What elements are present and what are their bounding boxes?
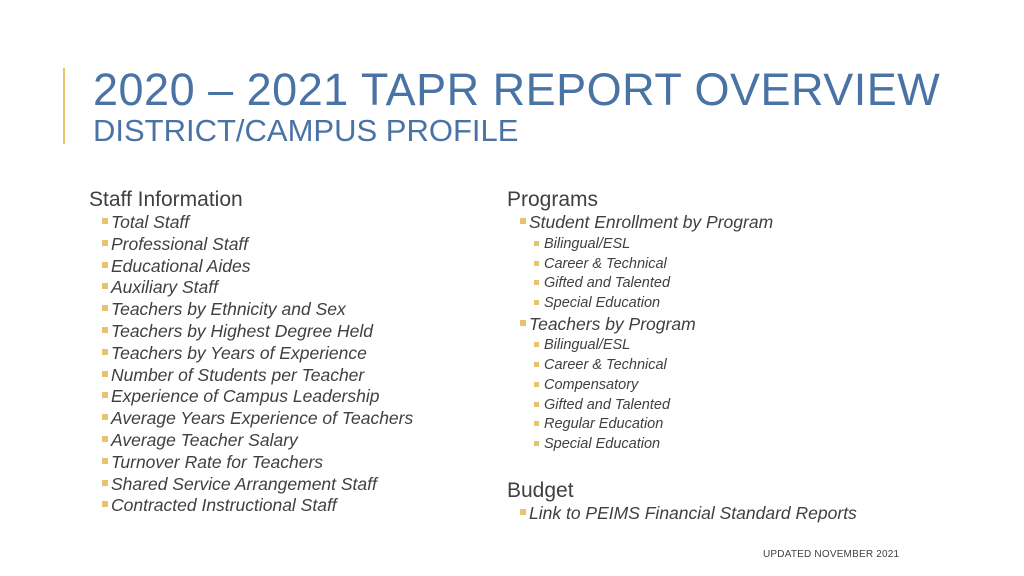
square-bullet-icon	[102, 305, 108, 311]
square-bullet-icon	[102, 458, 108, 464]
list-item: Experience of Campus Leadership	[89, 386, 413, 408]
square-bullet-icon	[520, 218, 526, 224]
square-bullet-icon	[534, 382, 539, 387]
list-item: Bilingual/ESL	[507, 235, 773, 255]
program-group	[507, 212, 773, 314]
square-bullet-icon	[102, 327, 108, 333]
square-bullet-icon	[520, 320, 526, 326]
list-item: Shared Service Arrangement Staff	[89, 474, 413, 496]
program-group	[507, 314, 773, 455]
list-item: Teachers by Years of Experience	[89, 343, 413, 365]
square-bullet-icon	[534, 362, 539, 367]
staff-list	[89, 212, 413, 517]
list-item: Turnover Rate for Teachers	[89, 452, 413, 474]
list-item: Career & Technical	[507, 255, 773, 275]
square-bullet-icon	[102, 349, 108, 355]
square-bullet-icon	[534, 261, 539, 266]
square-bullet-icon	[102, 371, 108, 377]
square-bullet-icon	[534, 300, 539, 305]
square-bullet-icon	[534, 280, 539, 285]
budget-heading: Budget	[507, 479, 574, 502]
peims-link[interactable]: Link to PEIMS Financial Standard Reports	[529, 503, 857, 523]
square-bullet-icon	[102, 283, 108, 289]
list-item: Professional Staff	[89, 234, 413, 256]
programs-heading: Programs	[507, 188, 599, 211]
square-bullet-icon	[102, 218, 108, 224]
list-item: Average Years Experience of Teachers	[89, 408, 413, 430]
list-item: Compensatory	[507, 376, 773, 396]
program-group-label: Teachers by Program	[529, 313, 696, 334]
square-bullet-icon	[102, 436, 108, 442]
programs-list	[507, 212, 773, 455]
square-bullet-icon	[520, 509, 526, 515]
square-bullet-icon	[534, 342, 539, 347]
list-item: Special Education	[507, 435, 773, 455]
square-bullet-icon	[102, 414, 108, 420]
updated-footer: UPDATED NOVEMBER 2021	[763, 549, 900, 560]
list-item: Teachers by Highest Degree Held	[89, 321, 413, 343]
title-accent-bar	[63, 68, 65, 144]
list-item: Number of Students per Teacher	[89, 365, 413, 387]
list-item: Average Teacher Salary	[89, 430, 413, 452]
staff-section	[89, 188, 413, 517]
list-item: Special Education	[507, 294, 773, 314]
budget-section	[507, 479, 857, 525]
square-bullet-icon	[534, 402, 539, 407]
budget-link-item[interactable]	[507, 503, 857, 525]
square-bullet-icon	[534, 421, 539, 426]
square-bullet-icon	[102, 240, 108, 246]
square-bullet-icon	[102, 480, 108, 486]
program-group-label: Student Enrollment by Program	[529, 212, 774, 232]
square-bullet-icon	[102, 501, 108, 507]
list-item: Total Staff	[89, 212, 413, 234]
list-item: Regular Education	[507, 415, 773, 435]
program-sublist	[507, 235, 773, 314]
programs-section	[507, 188, 773, 455]
square-bullet-icon	[102, 262, 108, 268]
list-item: Contracted Instructional Staff	[89, 495, 413, 517]
staff-heading: Staff Information	[89, 188, 243, 211]
list-item: Teachers by Ethnicity and Sex	[89, 299, 413, 321]
slide-subtitle: DISTRICT/CAMPUS PROFILE	[93, 113, 519, 148]
list-item: Auxiliary Staff	[89, 277, 413, 299]
list-item: Gifted and Talented	[507, 396, 773, 416]
budget-list	[507, 503, 857, 525]
list-item: Educational Aides	[89, 256, 413, 278]
square-bullet-icon	[534, 241, 539, 246]
square-bullet-icon	[534, 441, 539, 446]
program-sublist	[507, 336, 773, 454]
list-item: Career & Technical	[507, 356, 773, 376]
slide-title: 2020 – 2021 TAPR REPORT OVERVIEW	[93, 64, 941, 115]
list-item: Gifted and Talented	[507, 274, 773, 294]
list-item: Bilingual/ESL	[507, 336, 773, 356]
square-bullet-icon	[102, 392, 108, 398]
